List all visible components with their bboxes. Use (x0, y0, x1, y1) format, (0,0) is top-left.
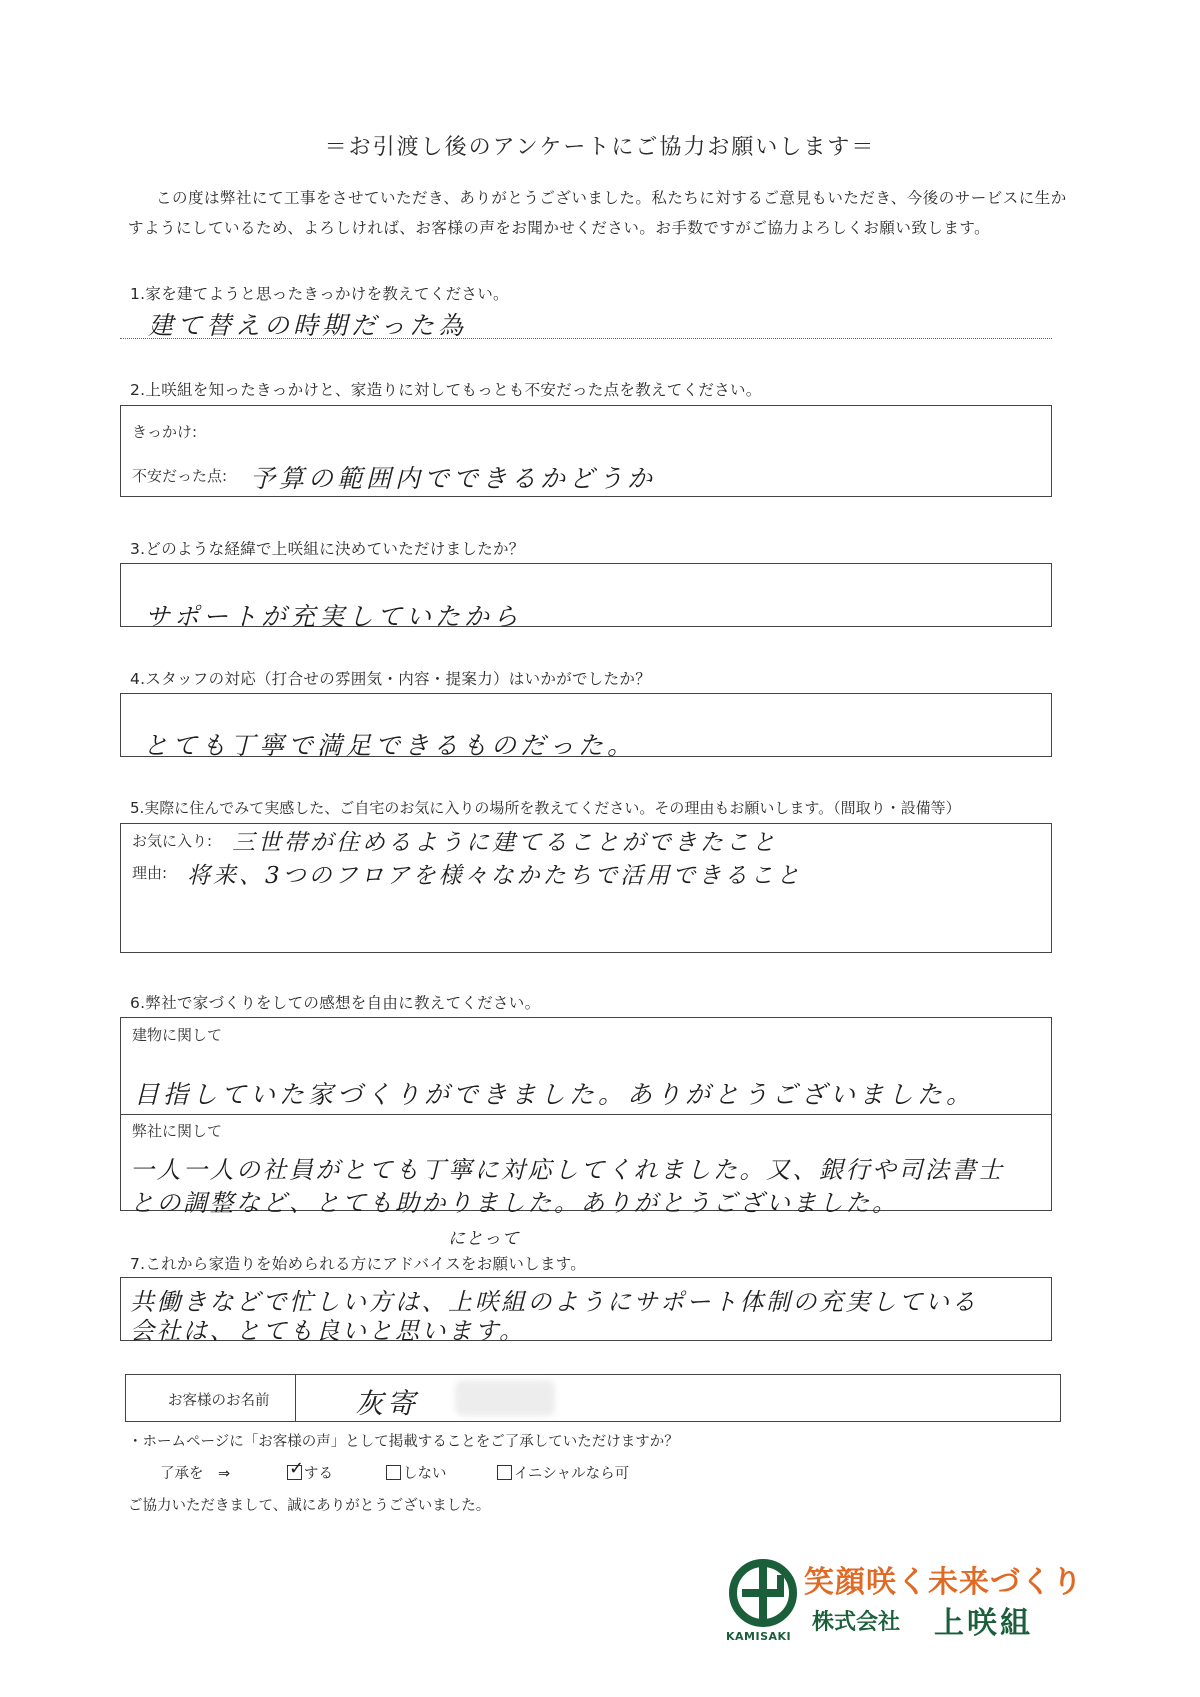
q4-question: 4.スタッフの対応（打合せの雰囲気・内容・提案力）はいかがでしたか？ (130, 670, 651, 688)
q6-building-answer: 目指していた家づくりができました。ありがとうございました。 (134, 1080, 976, 1109)
q2-fuan-label: 不安だった点: (132, 467, 228, 485)
logo-company-prefix: 株式会社 (812, 1610, 901, 1635)
q6-company-label: 弊社に関して (132, 1122, 223, 1140)
thanks-text: ご協力いただきまして、誠にありがとうございました。 (128, 1498, 491, 1514)
consent-option-label: しない (403, 1466, 447, 1482)
intro-line-1 (128, 183, 1088, 213)
q5-reason-answer: 将来、3つのフロアを様々なかたちで活用できること (187, 863, 803, 889)
q3-question: 3.どのような経緯で上咲組に決めていただけましたか？ (130, 540, 525, 558)
q2-fuan-answer: 予算の範囲内でできるかどうか (250, 464, 657, 493)
q4-answer: とても丁寧で満足できるものだった。 (143, 731, 637, 760)
name-box-divider (295, 1374, 296, 1422)
q7-answer-line1: 共働きなどで忙しい方は、上咲組のようにサポート体制の充実している (130, 1288, 978, 1316)
q6-divider (120, 1114, 1052, 1115)
name-value: 灰寄 (355, 1387, 420, 1420)
intro-text-1: この度は弊社にて工事をさせていただき、ありがとうございました。私たちに対するご意見もいただき、今後のサービスに生か (156, 189, 1067, 207)
q5-favorite-answer: 三世帯が住めるように建てることができたこと (232, 830, 778, 856)
consent-prefix: 了承を ⇒ (160, 1466, 231, 1482)
q6-company-answer-line2: との調整など、とても助かりました。ありがとうございました。 (130, 1189, 899, 1217)
q5-question: 5.実際に住んでみて実感した、ご自宅のお気に入りの場所を教えてください。その理由もお願いします。（間取り・設備等） (130, 799, 961, 817)
q5-reason-label: 理由: (132, 864, 168, 882)
check-mark-icon: ✓ (289, 1458, 305, 1479)
name-label: お客様のお名前 (168, 1393, 270, 1409)
consent-option-suru[interactable] (287, 1458, 333, 1483)
redacted-name-mask (455, 1380, 555, 1416)
consent-option-initial[interactable] (497, 1462, 629, 1483)
q7-answer-line2: 会社は、とても良いと思います。 (130, 1317, 526, 1345)
consent-option-label: イニシャルなら可 (514, 1466, 630, 1482)
q3-answer: サポートが充実していたから (145, 602, 523, 631)
q7-question: 7.これから家造りを始められる方にアドバイスをお願いします。 (130, 1255, 587, 1273)
q1-answer: 建て替えの時期だった為 (148, 311, 468, 340)
consent-question: ・ホームページに「お客様の声」として掲載することをご了承していただけますか？ (128, 1434, 679, 1450)
q6-building-label: 建物に関して (132, 1026, 223, 1044)
q5-favorite-label: お気に入り: (132, 832, 213, 850)
q7-insert-note: にとって (448, 1229, 520, 1249)
checkbox-suru[interactable] (287, 1458, 305, 1480)
q6-question: 6.弊社で家づくりをしての感想を自由に教えてください。 (130, 994, 541, 1012)
intro-line-2: すようにしているため、よろしければ、お客様の声をお聞かせください。お手数ですがご協力よろしくお願い致します。 (128, 219, 991, 237)
consent-option-shinai[interactable] (386, 1462, 447, 1483)
logo-slogan: 笑顔咲く未来づくり (804, 1565, 1083, 1600)
checkbox-initial[interactable] (497, 1465, 512, 1480)
q6-company-answer-line1: 一人一人の社員がとても丁寧に対応してくれました。又、銀行や司法書士 (130, 1156, 1005, 1184)
logo-brand: KAMISAKI (726, 1630, 792, 1643)
kamisaki-logo-icon (728, 1558, 798, 1628)
q1-answer-line (120, 338, 1052, 339)
q1-question: 1.家を建てようと思ったきっかけを教えてください。 (130, 285, 509, 303)
q2-kikkake-label: きっかけ: (132, 423, 198, 441)
q2-question: 2.上咲組を知ったきっかけと、家造りに対してもっとも不安だった点を教えてください。 (130, 381, 762, 399)
consent-option-label: する (304, 1466, 333, 1482)
checkbox-shinai[interactable] (386, 1465, 401, 1480)
logo-company-name: 上咲組 (934, 1606, 1033, 1641)
page-title: ＝お引渡し後のアンケートにご協力お願いします＝ (324, 135, 876, 160)
